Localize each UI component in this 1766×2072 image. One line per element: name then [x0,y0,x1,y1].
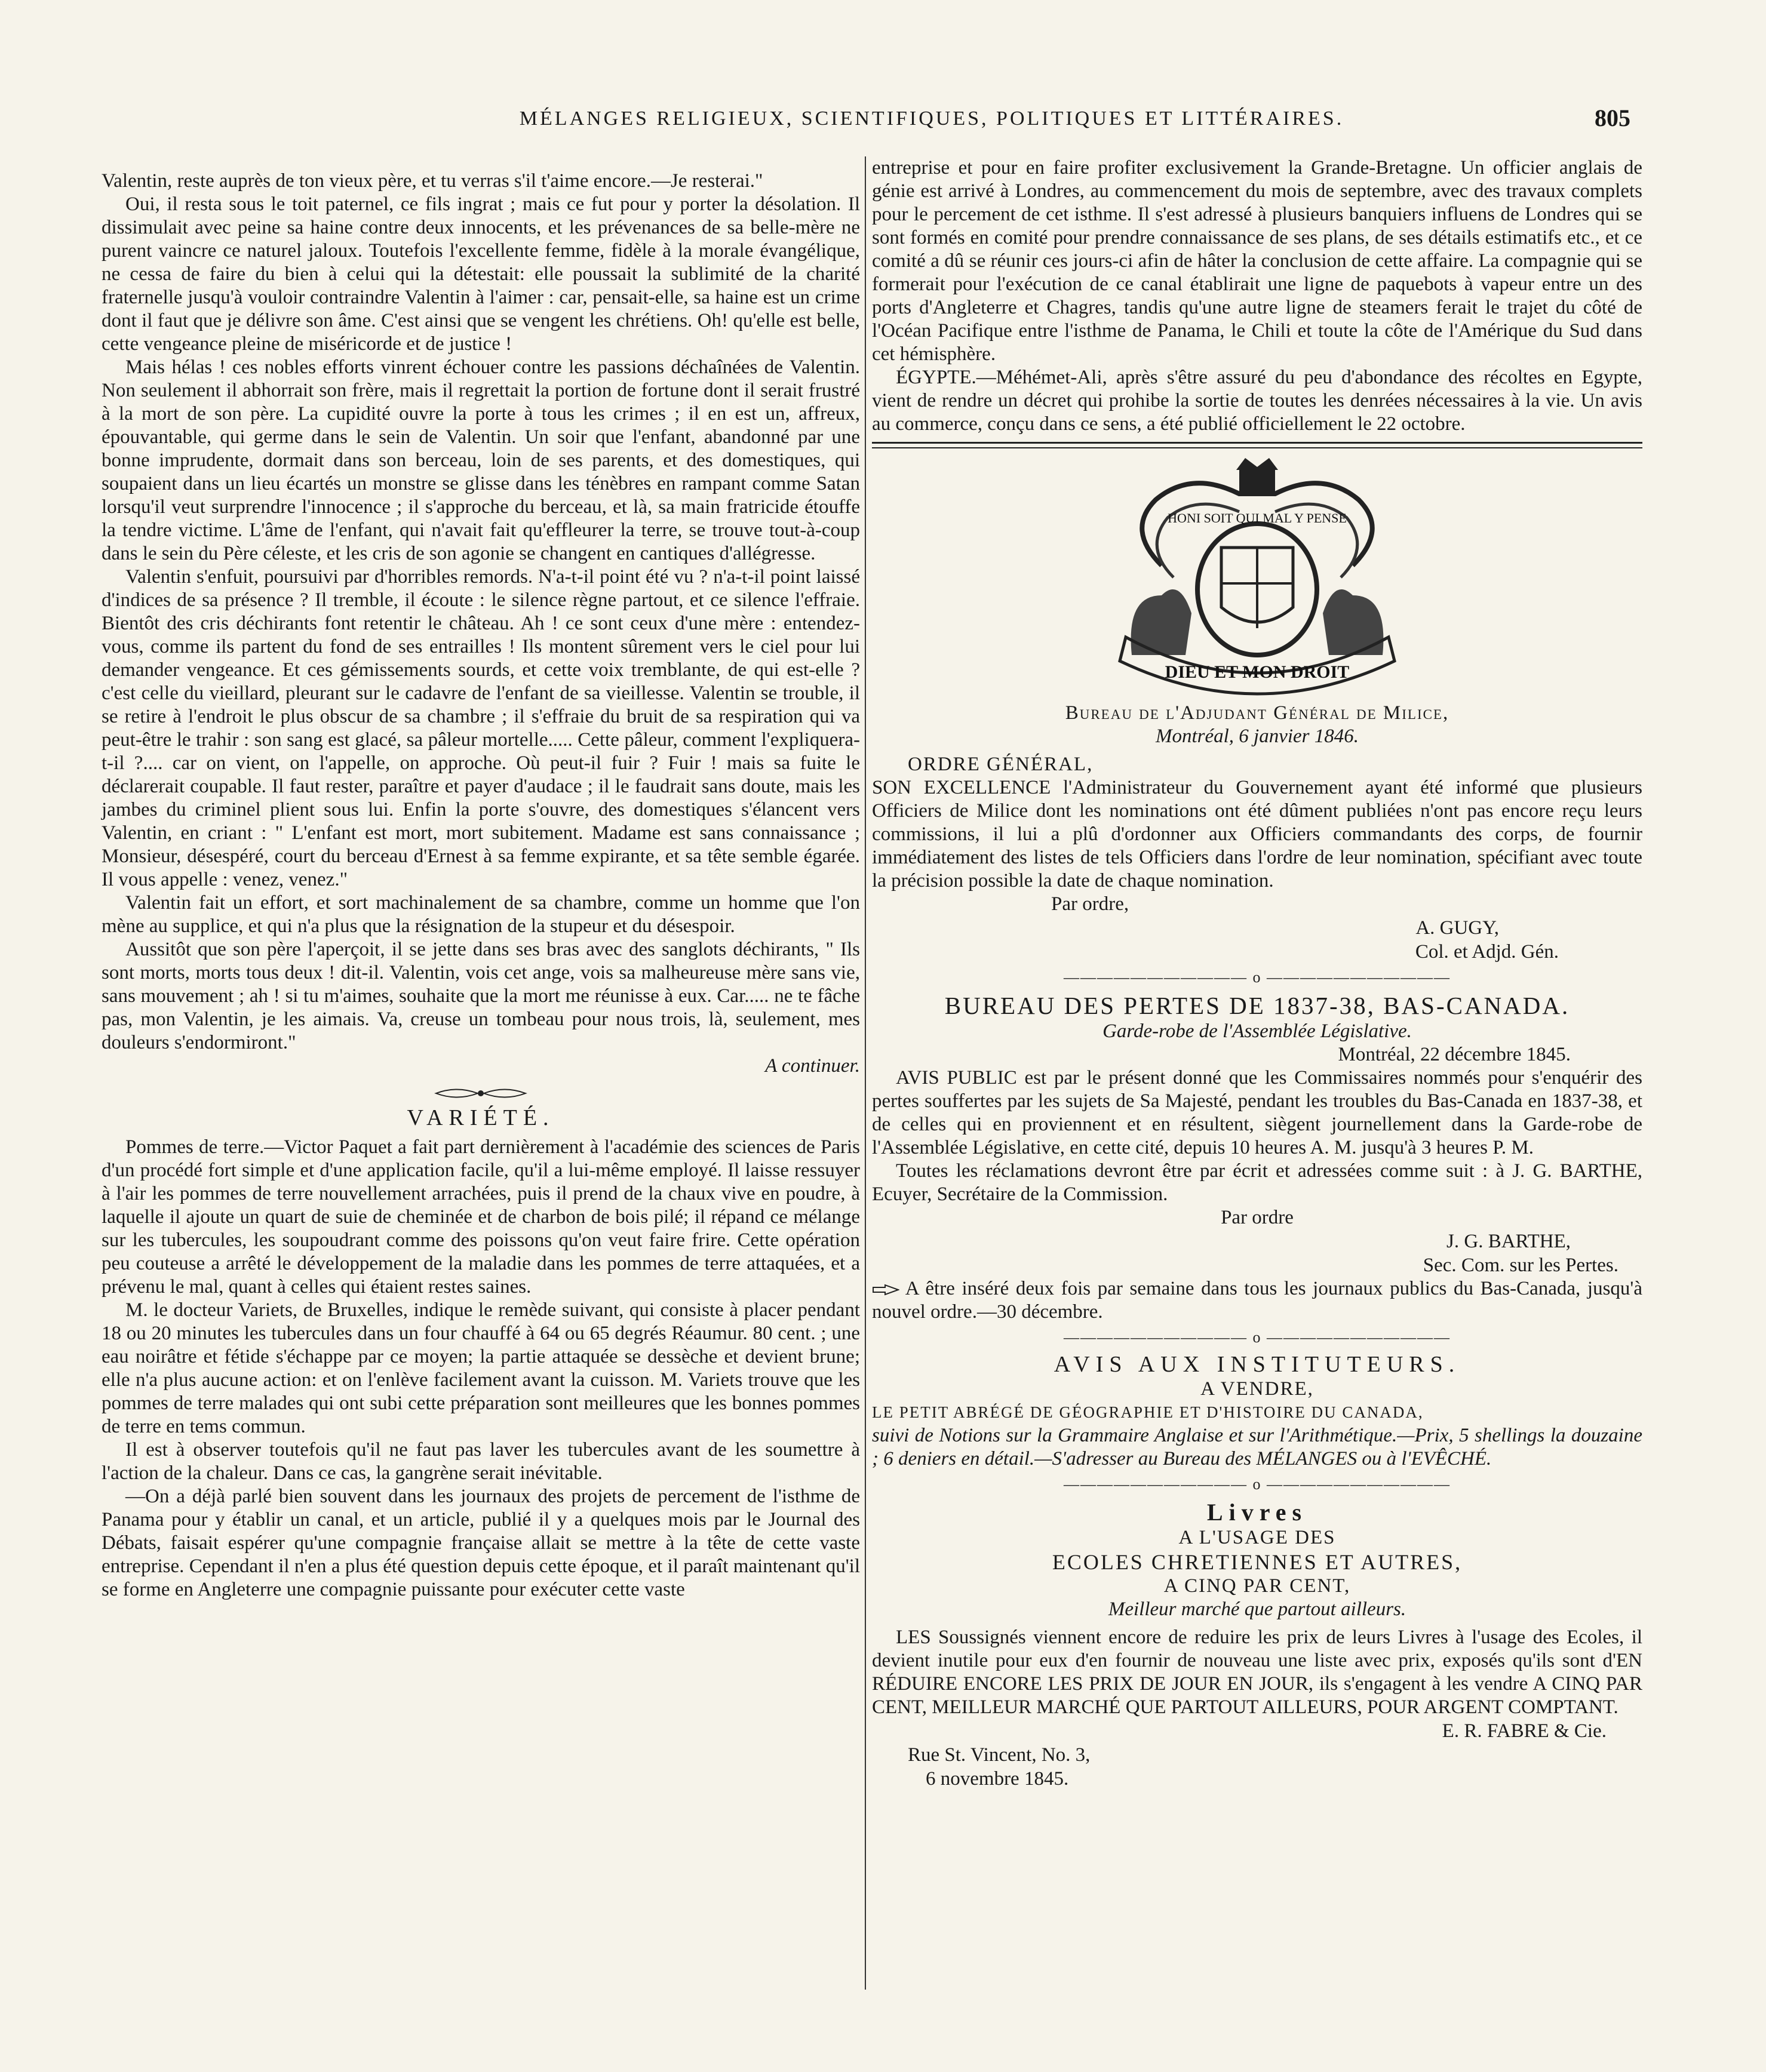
story-paragraph: Oui, il resta sous le toit paternel, ce fils ingrat ; mais ce fut pour y porter la désolation. Il dissimulait avec peine sa haine contre deux innocents, et les prévenances de sa belle-mère ne purent vaincre ce naturel jaloux. Toutefois l'excellente femme, fidèle à la morale évangélique, ne cessa de faire du bien à celui qui la détestait: elle poussait la sublimité de la charité fraternelle jusqu'à vouloir contraindre Valentin à l'aimer : car, pensait-elle, sa haine est un crime dont il faut que je délivre son âme. C'est ainsi que se vengent les chrétiens. Oh! qu'elle est belle, cette vengeance pleine de miséricorde et de justice ! [102,193,860,355]
pointing-hand-icon [872,1283,899,1297]
militia-place-date: Montréal, 6 janvier 1846. [1155,725,1359,747]
books-date: 6 novembre 1845. [926,1768,1069,1790]
militia-signatory: A. GUGY, [1415,917,1499,939]
books-line-4: Meilleur marché que partout ailleurs. [1108,1598,1406,1620]
teachers-book-rest: suivi de Notions sur la Grammaire Anglaise et sur l'Arithmétique.—Prix, 5 shellings la douzaine ; 6 deniers en détail.—S'adresser au Bureau des MÉLANGES ou à l'EVÊCHÉ. [872,1425,1642,1470]
losses-signatory: J. G. BARTHE, [1446,1231,1571,1252]
to-be-continued: A continuer. [765,1055,860,1077]
royal-coat-of-arms [1090,458,1424,697]
books-signatory: E. R. FABRE & Cie. [1442,1720,1607,1742]
ornament-divider [102,1083,860,1105]
section-divider: ——————————— o ——————————— [1064,1475,1451,1493]
losses-body: AVIS PUBLIC est par le présent donné que les Commissaires nommés pour s'enquérir des pertes souffertes par les sujets de Sa Majesté, pendant les troubles du Bas-Canada en 1837-38, et de celles qui en proviennent et en résultent, siègent journellement dans la Garde-robe de l'Assemblée Législative, en cette cité, depuis 10 heures A. M. jusqu'à 3 heures P. M. [872,1067,1642,1158]
variete-paragraph: Il est à observer toutefois qu'il ne faut pas laver les tubercules avant de les soumettre à l'action de la chaleur. Dans ce cas, la gangrène serait inévitable. [102,1439,860,1484]
militia-by-order: Par ordre, [1051,893,1129,915]
militia-office: Bureau de l'Adjudant Général de Milice, [1065,702,1449,724]
militia-body: SON EXCELLENCE l'Administrateur du Gouvernement ayant été informé que plusieurs Officiers de Milice dont les nominations ont été dûment publiées n'ont pas encore reçu leurs commissions, il lui a plû d'ordonner aux Officiers commandants des corps, de fournir immédiatement des listes de tels Officiers dans l'ordre de leur nomination, spécifiant avec toute la précision possible la date de chaque nomination. [872,777,1642,891]
section-divider: ——————————— o ——————————— [1064,1329,1451,1346]
variete-paragraph: M. le docteur Variets, de Bruxelles, indique le remède suivant, qui consiste à placer pendant 18 ou 20 minutes les tubercules dans un four chauffé à 64 ou 65 degrés Réaumur. 80 cent. ; une eau noirâtre et fétide s'échappe par ce moyen; la partie attaquée se dessèche et devient brune; elle n'a plus aucune action: et on l'enlève facilement avant la cuisson. M. Variets trouve que les pommes de terre malades qui ont subi cette préparation sont meilleures que les bonnes pommes de terre en tems commun. [102,1299,860,1437]
running-title: MÉLANGES RELIGIEUX, SCIENTIFIQUES, POLITIQUES ET LITTÉRAIRES. [519,107,1344,130]
variete-title: VARIÉTÉ. [407,1105,555,1130]
militia-title: ORDRE GÉNÉRAL, [908,754,1094,775]
losses-subtitle: Garde-robe de l'Assemblée Législative. [1102,1020,1412,1042]
story-paragraph: Mais hélas ! ces nobles efforts vinrent échouer contre les passions déchaînées de Valentin. Non seulement il abhorrait son frère, mais il regrettait la portion de fortune dont il serait frustré à la mort de son père. La cupidité ouvre la porte à tous les crimes ; il en est un, affreux, épouvantable, qui germe dans le sein de Valentin. Un soir que l'enfant, abandonné par une bonne imprudente, dormait dans son berceau, loin de ses parents, et des domestiques, qui soupaient dans un lieu écartés un monstre se glisse dans les ténèbres en rampant comme Satan lorsqu'il veut surprendre l'innocence ; il s'approche du berceau, et là, sa main fratricide étouffe la tendre victime. L'âme de l'enfant, qui n'avait fait qu'effleurer la terre, se trouve tout-à-coup dans le sein du Père céleste, et les cris de son agonie se changent en cantiques d'allégresse. [102,356,860,564]
losses-insertion-note [872,1277,1642,1324]
losses-place-date: Montréal, 22 décembre 1845. [1338,1044,1571,1065]
losses-title: BUREAU DES PERTES DE 1837-38, BAS-CANADA. [944,992,1570,1019]
books-line-3: A CINQ PAR CENT, [1163,1575,1351,1597]
losses-by-order: Par ordre [1221,1207,1294,1228]
variete-paragraph: —On a déjà parlé bien souvent dans les journaux des projets de percement de l'isthme de Panama pour y établir un canal, et un article, publié il y a quelques mois par le Journal des Débats, faisait espérer qu'une compagnie française allait se mettre à la tête de cette vaste entreprise. Cependant il n'en a plus été question depuis cette époque, et il paraît maintenant qu'il se forme en Angleterre une compagnie puissante pour exécuter cette vaste [102,1486,860,1600]
teachers-title: AVIS AUX INSTITUTEURS. [1054,1352,1461,1377]
right-column [872,156,1642,1791]
teachers-for-sale: A VENDRE, [1200,1378,1314,1400]
page-number: 805 [1595,104,1630,131]
section-divider: ——————————— o ——————————— [1064,969,1451,986]
books-line-2: ECOLES CHRETIENNES ET AUTRES, [1052,1550,1463,1574]
variete-paragraph: Pommes de terre.—Victor Paquet a fait part dernièrement à l'académie des sciences de Paris d'un procédé fort simple et d'une application facile, qu'il a lui-même employé. Il laisse ressuyer à l'air les pommes de terre nouvellement arrachées, puis il prend de la chaux vive en poudre, à laquelle il ajoute un quart de suie de cheminée et de charbon de bois pilé; il répand ce mélange sur les tubercules, les soupoudrant comme des poissons qu'on veut faire frire. Cette opération peu couteuse a arrêté le développement de la maladie dans les pommes de terre attaquées, et a prévenu le mal, quant à celles qui étaient restes saines. [102,1136,860,1298]
books-body: LES Soussignés viennent encore de reduire les prix de leurs Livres à l'usage des Ecoles, il devient inutile pour eux d'en fournir de nouveau une liste avec prix, exposés qu'ils sont d'EN RÉDUIRE ENCORE LES PRIX DE JOUR EN JOUR, ils s'engagent à les vendre A CINQ PAR CENT, MEILLEUR MARCHÉ QUE PARTOUT AILLEURS, POUR ARGENT COMPTANT. [872,1627,1642,1718]
books-address: Rue St. Vincent, No. 3, [908,1744,1091,1766]
story-paragraph: Valentin s'enfuit, poursuivi par d'horribles remords. N'a-t-il point été vu ? n'a-t-il point laissé d'indices de sa présence ? Il tremble, il écoute : le silence règne partout, et ce silence l'effraie. Bientôt des cris déchirants font retentir le château. Ah ! ce sont ceux d'une mère : entendez-vous, comme ils partent du fond de ses entrailles ! Ils montent sûrement vers le ciel pour lui demander vengeance. Et ces gémissements sourds, et cette voix tremblante, de qui est-elle ? c'est celle du vieillard, pleurant sur le cadavre de l'enfant de sa vieillesse. Valentin se trouble, il se retire à l'endroit le plus obscur de sa chambre ; il s'effraie du bruit de sa respiration qui va peut-être le trahir : son sang est glacé, sa pâleur mortelle..... Cette pâleur, comment l'expliquera-t-il ?.... car on vient, on l'appelle, on approche. Où peut-il fuir ? Fuir ! mais sa fuite le déclarerait coupable. Il faut rester, paraître et payer d'audace ; il le faudrait sans doute, mais les jambes du criminel plient sous lui. Enfin la porte s'ouvre, des domestiques s'élancent vers Valentin, en criant : " L'enfant est mort, mort subitement. Madame est sans connaissance ; Monsieur, désespéré, court du berceau d'Ernest à sa femme expirante, et sa tête semble égarée. Il vous appelle : venez, venez." [102,566,860,890]
insertion-note-text: A être inséré deux fois par semaine dans tous les journaux publics du Bas-Canada, jusqu'à nouvel ordre.—30 décembre. [872,1278,1642,1323]
page-header [382,104,1630,149]
books-line-1: A L'USAGE DES [1178,1527,1336,1548]
left-column [102,170,860,1601]
news-paragraph: entreprise et pour en faire profiter exclusivement la Grande-Bretagne. Un officier anglais de génie est arrivé à Londres, au commencement du mois de septembre, avec des travaux complets pour le percement de cet isthme. Il s'est adressé à plusieurs banquiers influens de Londres qui se sont formés en comité pour prendre connaissance de ses plans, de ses détails estimatifs etc., et ce comité a dû se réunir ces jours-ci afin de hâter la conclusion de cette affaire. La compagnie qui se formerait pour l'exécution de ce canal établirait une ligne de paquebots à vapeur entre un des ports d'Angleterre et Chagres, tandis qu'une autre ligne de steamers ferait le trajet du côté de l'Océan Pacifique entre l'isthme de Panama, le Chili et toute la côte de l'Amérique du Sud dans cet hémisphère. [872,157,1642,365]
news-paragraph: ÉGYPTE.—Méhémet-Ali, après s'être assuré du peu d'abondance des récoltes en Egypte, vient de rendre un décret qui prohibe la sortie de toutes les denrées nécessaires à la vie. Un avis au commerce, conçu dans ce sens, a été publié officiellement le 22 octobre. [872,367,1642,435]
militia-signatory-title: Col. et Adjd. Gén. [1415,941,1559,963]
teachers-book-title: LE PETIT ABRÉGÉ DE GÉOGRAPHIE ET D'HISTOIRE DU CANADA, [872,1403,1424,1421]
losses-signatory-title: Sec. Com. sur les Pertes. [1423,1255,1618,1276]
books-gothic-title: Livres [1206,1499,1308,1526]
svg-text:HONI SOIT QUI MAL Y PENSE: HONI SOIT QUI MAL Y PENSE [1168,511,1347,525]
double-rule [872,442,1642,448]
column-divider [865,156,866,1990]
svg-text:DIEU ET MON DROIT: DIEU ET MON DROIT [1165,662,1350,682]
story-paragraph: Valentin, reste auprès de ton vieux père, et tu verras s'il t'aime encore.—Je resterai." [102,170,763,192]
losses-body-2: Toutes les réclamations devront être par écrit et adressées comme suit : à J. G. BARTHE, Ecuyer, Secrétaire de la Commission. [872,1160,1642,1205]
story-paragraph: Valentin fait un effort, et sort machinalement de sa chambre, comme un homme que l'on mène au supplice, et qui n'a plus que la résignation de la stupeur et du désespoir. [102,892,860,937]
story-paragraph: Aussitôt que son père l'aperçoit, il se jette dans ses bras avec des sanglots déchirants, " Ils sont morts, morts tous deux ! dit-il. Valentin, vois cet ange, vois sa malheureuse mère sans vie, sans mouvement ; ah ! si tu m'aimes, souhaite que la mort me réunisse à eux. Car..... ne te fâche pas, mon Valentin, je les aimais. Va, creuse un tombeau pour nous trois, là, seulement, mes douleurs s'endormiront." [102,939,860,1053]
